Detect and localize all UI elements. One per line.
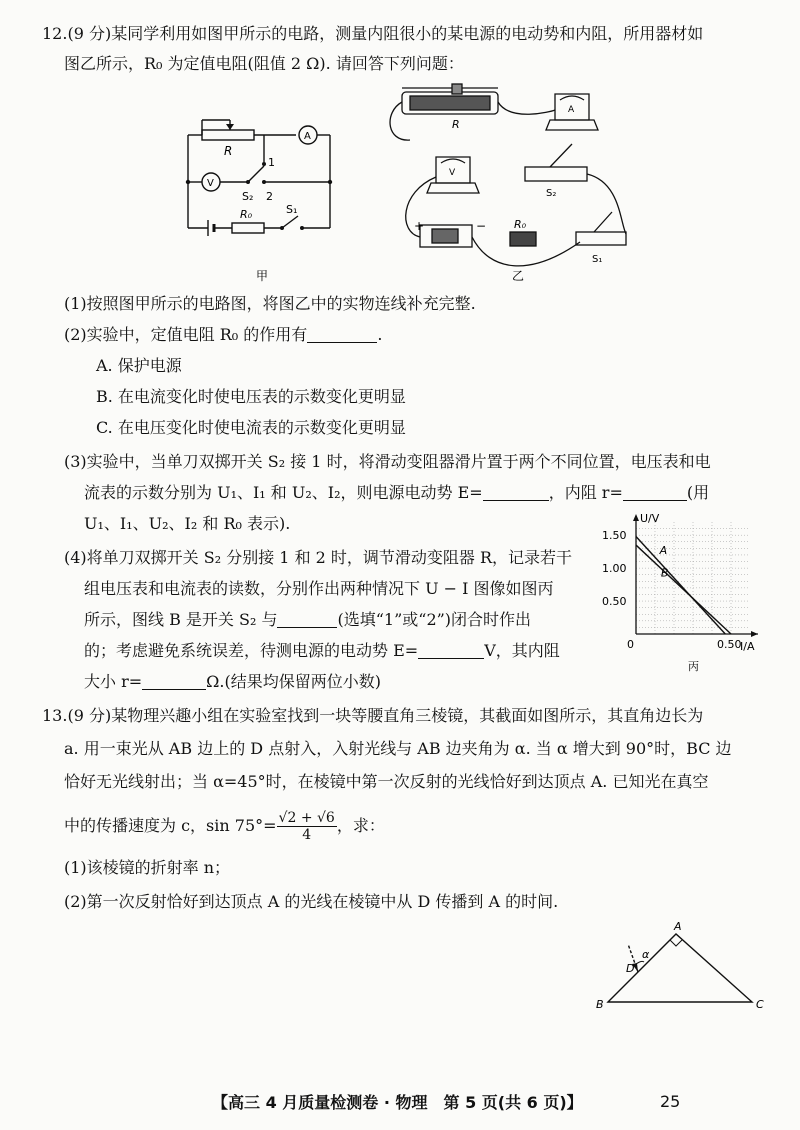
x-tick-label: 0.50 bbox=[717, 638, 742, 651]
circuit-diagram-jia bbox=[180, 100, 340, 285]
jia-S1-label: S₁ bbox=[286, 203, 298, 216]
option-b: B. 在电流变化时使电压表的示数变化更明显 bbox=[96, 387, 406, 406]
x-axis-arrow bbox=[751, 631, 758, 637]
q12-part3-r-text: ，内阻 r= bbox=[548, 483, 623, 502]
q13-line3: 恰好无光线射出；当 α=45°时，在棱镜中第一次反射的光线恰好到达顶点 A. 已知光在真空 bbox=[64, 772, 709, 791]
sin75-fraction bbox=[277, 810, 337, 843]
jia-A-label: A bbox=[304, 131, 311, 142]
y-tick-label: 1.00 bbox=[602, 562, 627, 576]
q12-part4-line2: 组电压表和电流表的读数，分别作出两种情况下 U − I 图像如图丙 bbox=[84, 579, 554, 598]
answer-blank-switch[interactable] bbox=[277, 609, 337, 628]
page-number: 25 bbox=[660, 1092, 681, 1111]
q12-part3-line1: (3)实验中，当单刀双掷开关 S₂ 接 1 时，将滑动变阻器滑片置于两个不同位置，电压表和电 bbox=[64, 452, 711, 471]
x-axis-label: I/A bbox=[740, 640, 755, 653]
q12-part4-select-text: (选填“1”或“2”)闭合时作出 bbox=[337, 610, 532, 629]
q12-part2-period: . bbox=[377, 325, 383, 344]
answer-blank-r0-role[interactable] bbox=[307, 324, 377, 343]
fraction-numerator: √2 + √6 bbox=[278, 810, 335, 826]
angle-alpha-label: α bbox=[642, 948, 650, 961]
yi-V-label: V bbox=[449, 168, 456, 178]
fraction-denominator: 4 bbox=[302, 827, 312, 843]
q12-part4-graph-b-text: 所示，图线 B 是开关 S₂ 与 bbox=[84, 610, 278, 629]
q12-part4-emf-text: 的；考虑避免系统误差，待测电源的电动势 E= bbox=[84, 641, 419, 660]
apparatus-diagram-yi bbox=[380, 82, 640, 287]
series-label-a: A bbox=[659, 543, 668, 557]
q12-line1: 12.(9 分)某同学利用如图甲所示的电路，测量内阻很小的某电源的电动势和内阻，所用器材如 bbox=[42, 24, 704, 43]
q12-part4-round-text: Ω.(结果均保留两位小数) bbox=[206, 672, 381, 691]
yi-R-label: R bbox=[452, 118, 460, 131]
q13-sub1: (1)该棱镜的折射率 n； bbox=[64, 858, 231, 877]
q12-part3-line3: U₁、I₁、U₂、I₂ 和 R₀ 表示). bbox=[84, 514, 291, 533]
q12-part3-use-text: (用 bbox=[686, 483, 710, 502]
point-d-label: D bbox=[626, 962, 635, 975]
chart-caption: 丙 bbox=[688, 660, 699, 673]
q12-part1: (1)按照图甲所示的电路图，将图乙中的实物连线补充完整. bbox=[64, 294, 476, 313]
yi-plus-label: + bbox=[414, 219, 425, 233]
q13-line4-text: 中的传播速度为 c，sin 75°= bbox=[64, 816, 277, 835]
q12-part3-line2 bbox=[84, 481, 709, 505]
prism-diagram bbox=[588, 918, 778, 1018]
jia-S2-label: S₂ bbox=[242, 190, 254, 203]
yi-R0-label: R₀ bbox=[514, 218, 527, 231]
q12-part4-r-text: 大小 r= bbox=[84, 672, 143, 691]
yi-A-label: A bbox=[568, 105, 575, 115]
q12-line2: 图乙所示，R₀ 为定值电阻(阻值 2 Ω). 请回答下列问题： bbox=[64, 54, 464, 73]
option-c: C. 在电压变化时使电流表的示数变化更明显 bbox=[96, 418, 406, 437]
vertex-a-label: A bbox=[674, 920, 682, 933]
answer-blank-emf[interactable] bbox=[483, 482, 549, 501]
q12-part2-text: (2)实验中，定值电阻 R₀ 的作用有 bbox=[64, 325, 308, 344]
jia-caption: 甲 bbox=[256, 269, 269, 283]
option-a: A. 保护电源 bbox=[96, 356, 182, 375]
vertex-b-label: B bbox=[596, 998, 604, 1011]
q13-sub2: (2)第一次反射恰好到达顶点 A 的光线在棱镜中从 D 传播到 A 的时间. bbox=[64, 892, 559, 911]
yi-caption: 乙 bbox=[512, 269, 525, 283]
q12-part4-line3 bbox=[84, 608, 531, 632]
ui-graph-bing bbox=[600, 508, 775, 678]
q12-part4-unit-text: V，其内阻 bbox=[484, 641, 560, 660]
q13-line4-end: ，求： bbox=[336, 816, 385, 835]
q12-part2 bbox=[64, 323, 382, 347]
y-tick-label: 1.50 bbox=[602, 529, 627, 543]
y-tick-label: 0.50 bbox=[602, 595, 627, 609]
answer-blank-r[interactable] bbox=[623, 482, 687, 501]
q12-part3-emf-text: 流表的示数分别为 U₁、I₁ 和 U₂、I₂，则电源电动势 E= bbox=[84, 483, 483, 502]
jia-R-label: R bbox=[224, 144, 233, 158]
series-label-b: B bbox=[660, 566, 669, 580]
right-angle-mark bbox=[670, 940, 682, 946]
page-footer: 【高三 4 月质量检测卷 · 物理 第 5 页(共 6 页)】 bbox=[212, 1093, 583, 1112]
answer-blank-emf-value[interactable] bbox=[418, 640, 484, 659]
q13-line1: 13.(9 分)某物理兴趣小组在实验室找到一块等腰直角三棱镜，其截面如图所示，其直角边长为 bbox=[42, 706, 704, 725]
q12-part4-line5 bbox=[84, 670, 381, 694]
jia-V-label: V bbox=[207, 178, 214, 189]
q13-line2: a. 用一束光从 AB 边上的 D 点射入，入射光线与 AB 边夹角为 α. 当 α 增大到 90°时，BC 边 bbox=[64, 739, 732, 758]
answer-blank-r-value[interactable] bbox=[142, 671, 206, 690]
jia-1-label: 1 bbox=[268, 156, 275, 169]
yi-S1-label: S₁ bbox=[592, 254, 603, 265]
q12-part4-line4 bbox=[84, 639, 560, 663]
y-axis-arrow bbox=[633, 514, 639, 521]
jia-R0-label: R₀ bbox=[240, 208, 253, 221]
jia-2-label: 2 bbox=[266, 190, 273, 203]
y-axis-label: U/V bbox=[640, 512, 660, 525]
q13-line4 bbox=[64, 808, 385, 844]
vertex-c-label: C bbox=[756, 998, 764, 1011]
series-line-b bbox=[636, 545, 731, 634]
origin-label: 0 bbox=[627, 638, 634, 651]
yi-S2-label: S₂ bbox=[546, 188, 557, 199]
yi-minus-label: − bbox=[476, 219, 487, 233]
q12-part4-line1: (4)将单刀双掷开关 S₂ 分别接 1 和 2 时，调节滑动变阻器 R，记录若干 bbox=[64, 548, 573, 567]
